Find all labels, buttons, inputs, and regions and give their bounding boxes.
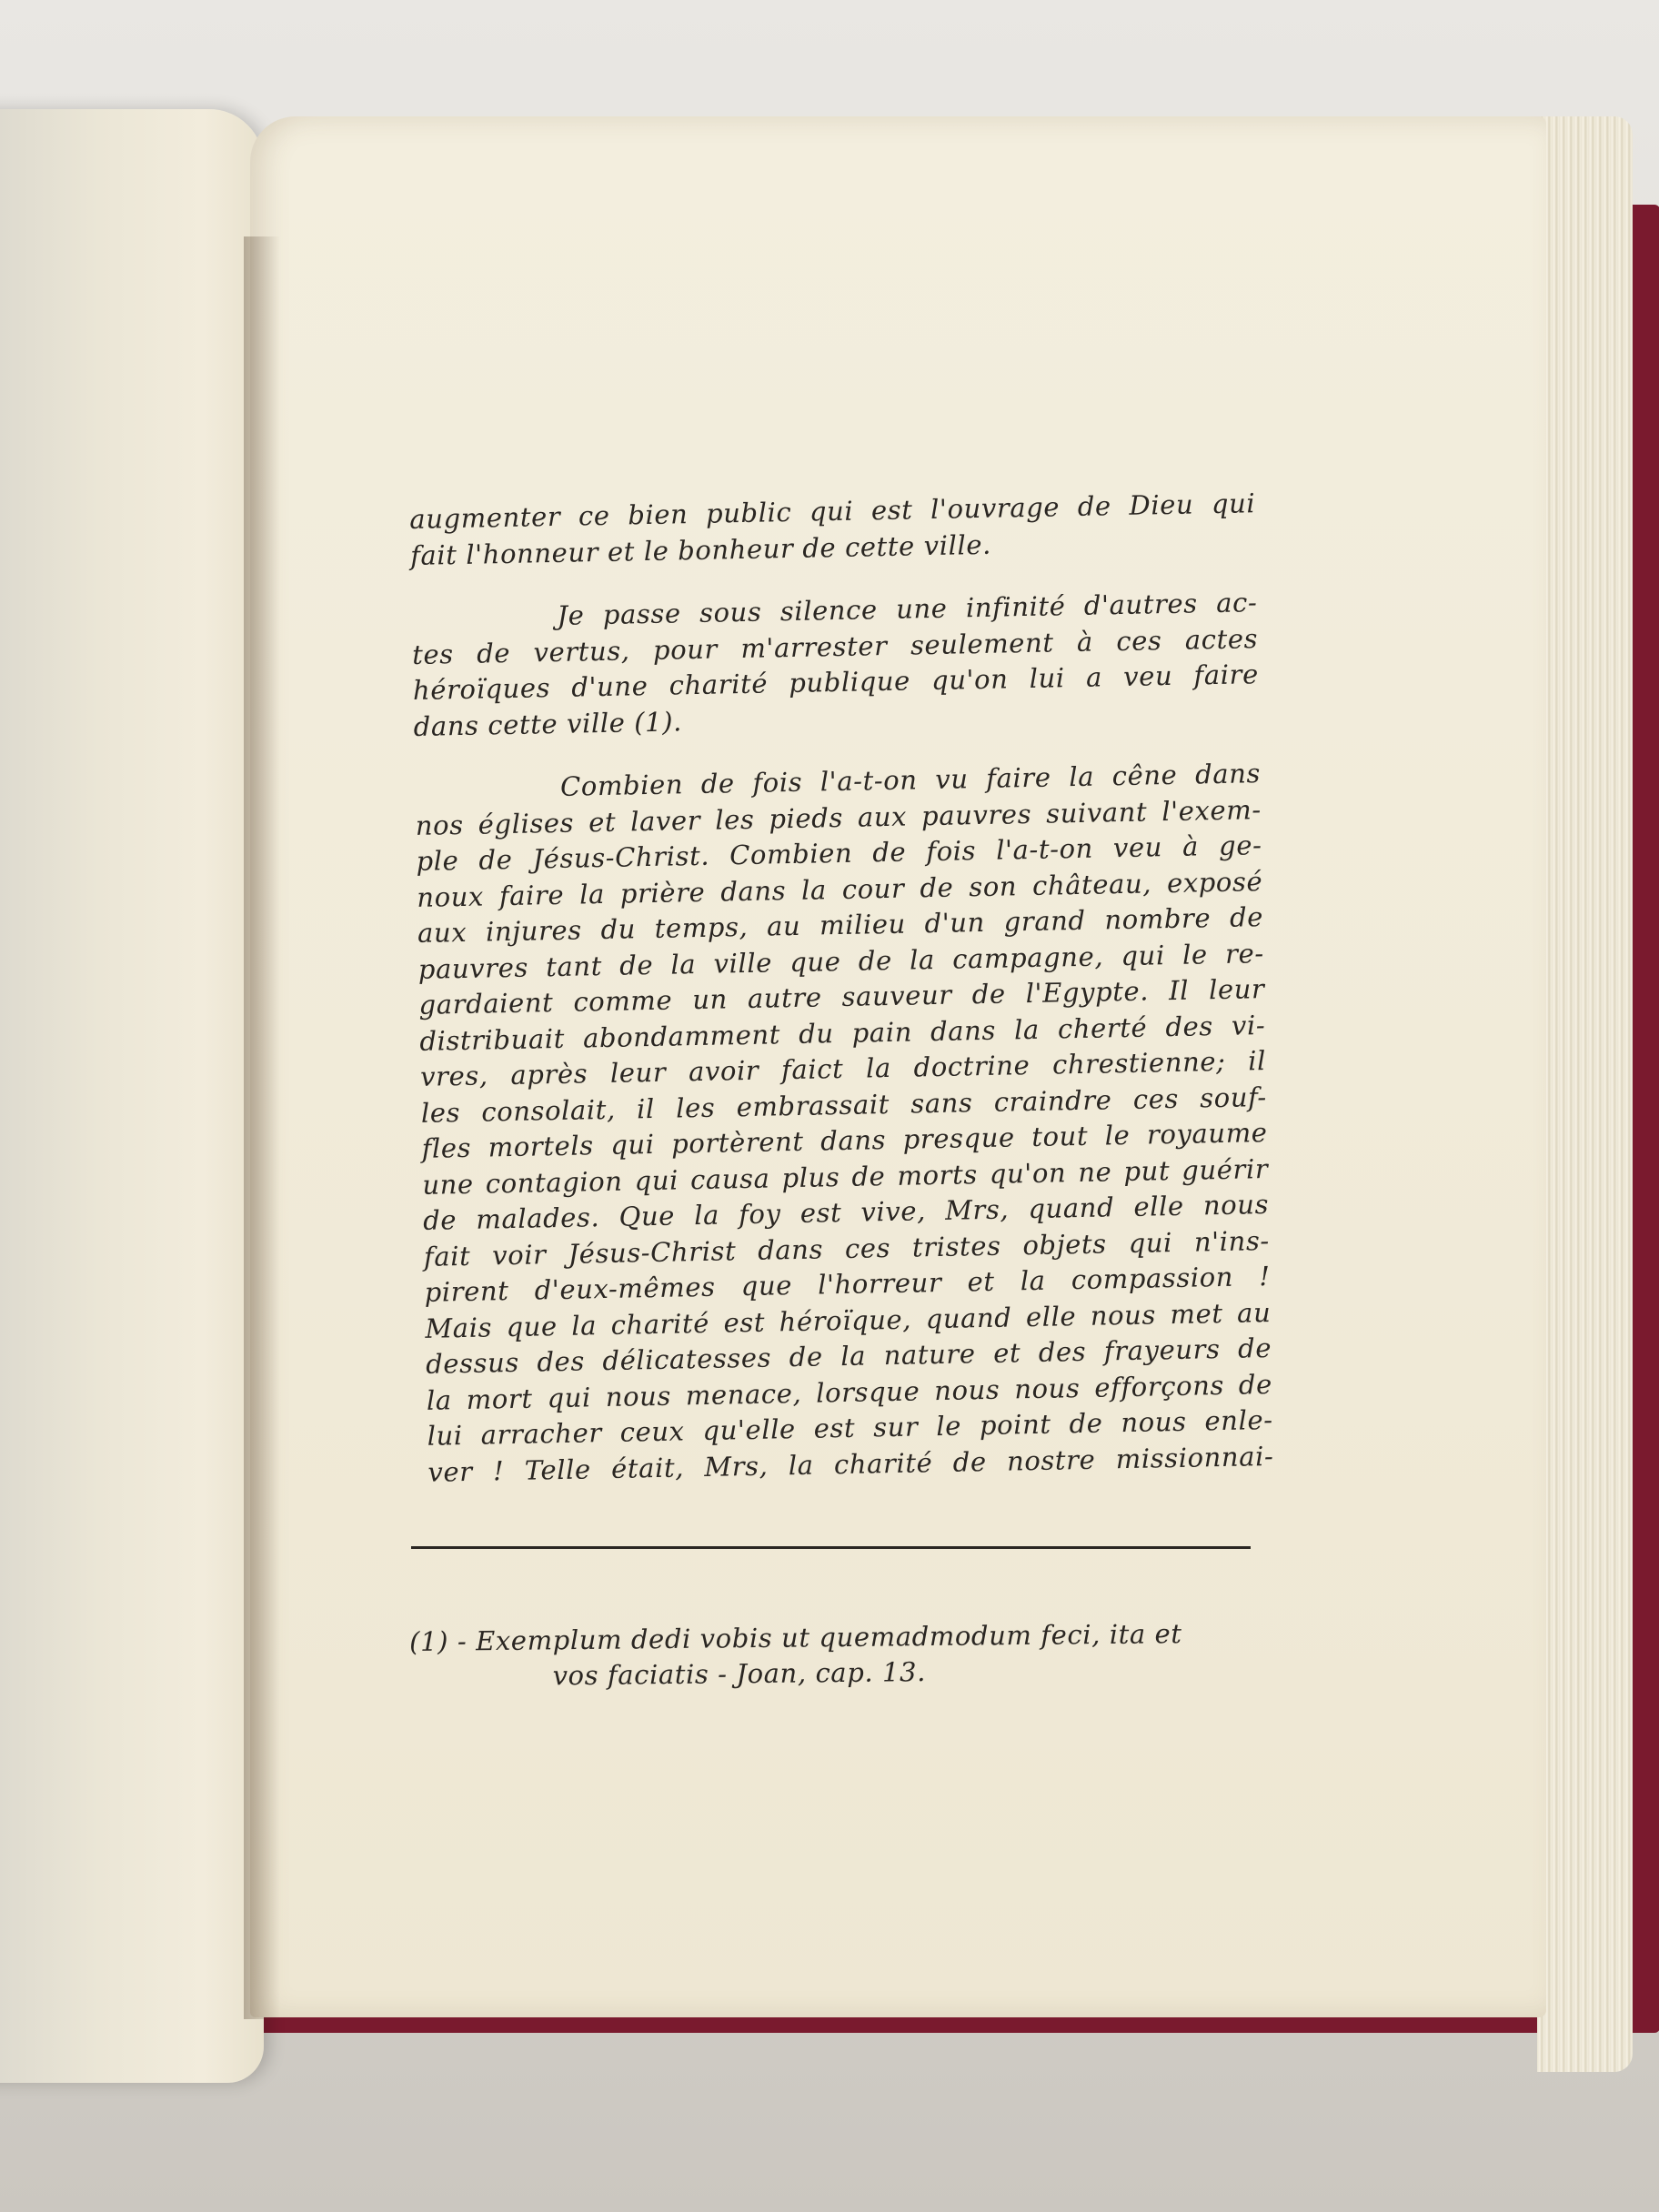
paragraph-3 xyxy=(415,756,1274,1491)
text-line: pirent d'eux-mêmes que l'horreur et la compassion ! xyxy=(424,1260,1271,1308)
text-line: la mort qui nous menace, lorsque nous nous efforçons de xyxy=(426,1368,1273,1416)
text-line: fait voir Jésus-Christ dans ces tristes objets qui n'ins- xyxy=(423,1224,1271,1272)
text-line: distribuait abondamment du pain dans la cherté des vi- xyxy=(419,1009,1266,1057)
text-line: nos églises et laver les pieds aux pauvres suivant l'exem- xyxy=(415,793,1262,841)
text-line: tes de vertus, pour m'arrester seulement à ces actes xyxy=(411,622,1259,670)
text-line: fait l'honneur et le bonheur de cette ville. xyxy=(409,528,992,571)
text-line: fles mortels qui portèrent dans presque tout le royaume xyxy=(421,1117,1268,1164)
text-line: dessus des délicatesses de la nature et des frayeurs de xyxy=(425,1332,1272,1380)
text-line: Mais que la charité est héroïque, quand elle nous met au xyxy=(425,1296,1272,1344)
text-line: gardaient comme un autre sauveur de l'Egypte. Il leur xyxy=(418,973,1265,1021)
gutter-shadow xyxy=(244,236,280,2019)
text-line: pauvres tant de la ville que de la campagne, qui le re- xyxy=(417,937,1265,985)
text-line: Je passe sous silence une infinité d'autres ac- xyxy=(557,587,1258,631)
text-line: ple de Jésus-Christ. Combien de fois l'a-t-on veu à ge- xyxy=(416,830,1262,877)
text-line: ver ! Telle était, Mrs, la charité de nostre missionnai- xyxy=(427,1440,1274,1488)
text-line: augmenter ce bien public qui est l'ouvrage de Dieu qui xyxy=(409,488,1256,535)
footnote-line-2: vos faciatis - Joan, cap. 13. xyxy=(552,1656,927,1692)
body-text xyxy=(409,486,1274,1491)
text-line: Combien de fois l'a-t-on vu faire la cêne dans xyxy=(559,758,1262,802)
paragraph-2 xyxy=(411,585,1260,745)
left-page xyxy=(0,109,264,2083)
page-stack-edge xyxy=(1537,116,1633,2072)
footnote-line-1: (1) - Exemplum dedi vobis ut quemadmodum feci, ita et xyxy=(409,1618,1182,1657)
text-line: aux injures du temps, au milieu d'un grand nombre de xyxy=(417,901,1264,949)
text-line: vres, après leur avoir faict la doctrine chrestienne; il xyxy=(419,1045,1267,1092)
text-line: noux faire la prière dans la cour de son château, exposé xyxy=(417,865,1263,913)
footnote-rule xyxy=(411,1546,1251,1549)
text-line: lui arracher ceux qu'elle est sur le point de nous enle- xyxy=(427,1403,1273,1452)
footnote xyxy=(409,1615,1274,1695)
text-line: héroïques d'une charité publique qu'on lui a veu faire xyxy=(412,659,1260,706)
text-line: une contagion qui causa plus de morts qu'on ne put guérir xyxy=(422,1152,1269,1201)
text-line: de malades. Que la foy est vive, Mrs, quand elle nous xyxy=(422,1189,1270,1236)
text-line: dans cette ville (1). xyxy=(413,705,683,742)
text-line: les consolait, il les embrassait sans craindre ces souf- xyxy=(420,1081,1268,1129)
